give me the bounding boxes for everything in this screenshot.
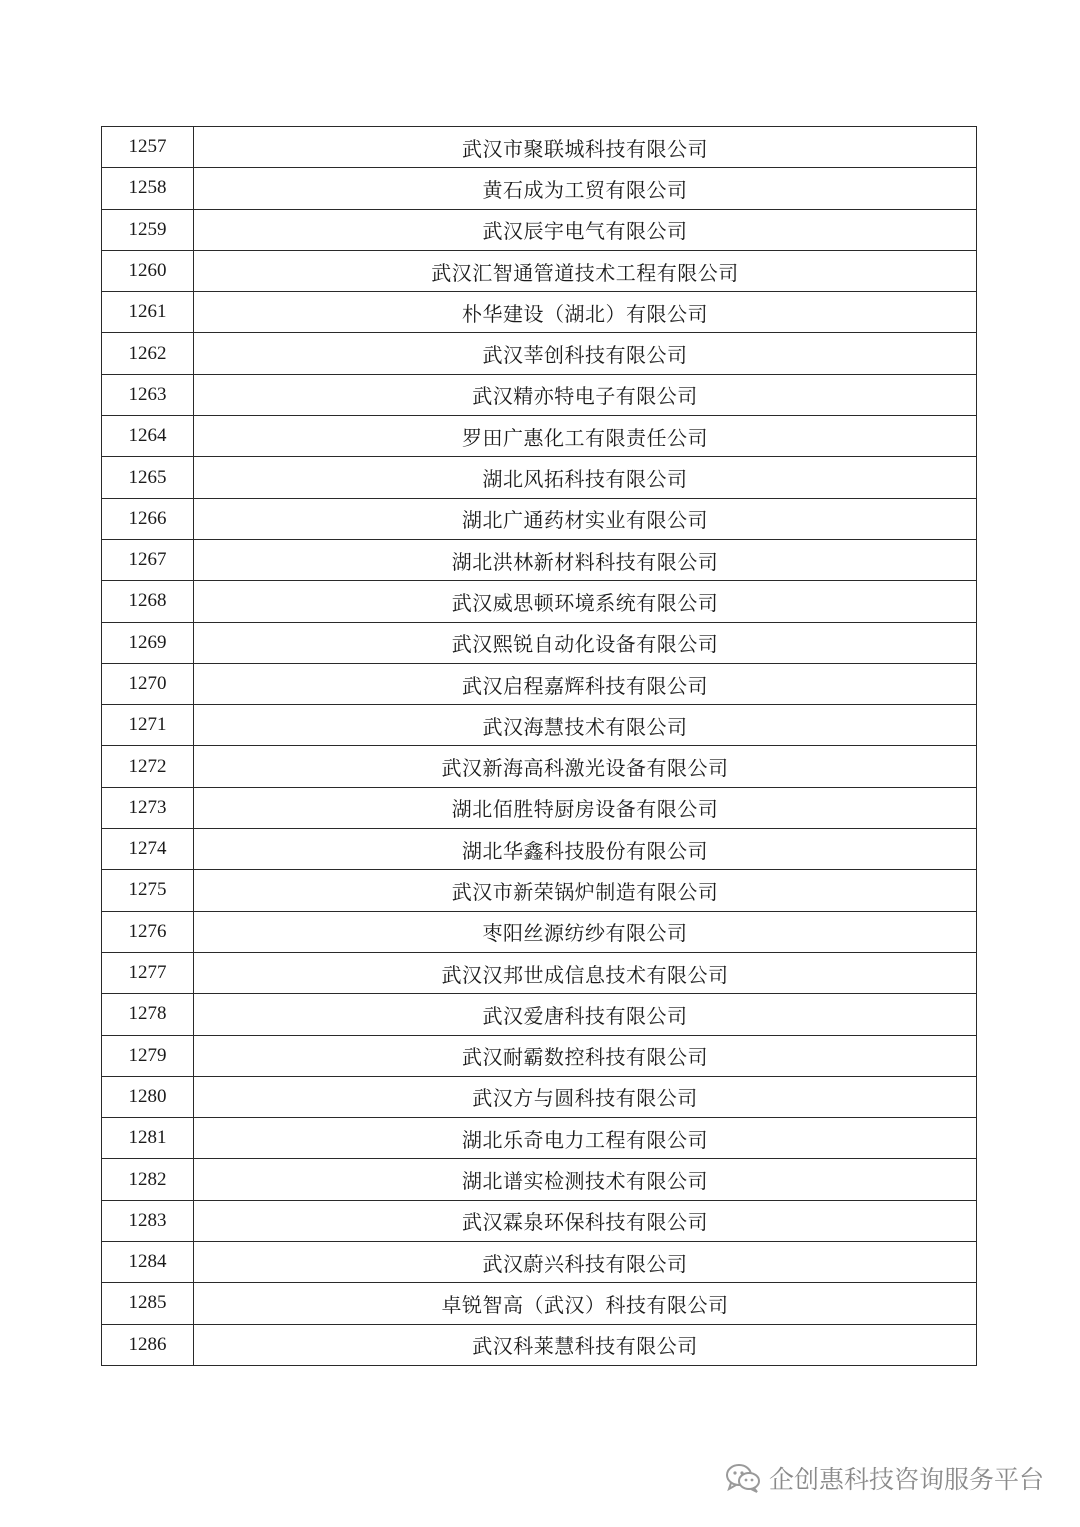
table-row: [102, 333, 977, 374]
table-row: [102, 746, 977, 787]
row-number-cell: 1285: [102, 1283, 194, 1324]
company-name-cell: 卓锐智高（武汉）科技有限公司: [194, 1283, 977, 1324]
row-number-cell: 1264: [102, 416, 194, 457]
table-row: [102, 705, 977, 746]
company-name-cell: 湖北广通药材实业有限公司: [194, 498, 977, 539]
wechat-icon: [725, 1462, 761, 1494]
company-name-cell: 湖北谱实检测技术有限公司: [194, 1159, 977, 1200]
row-number-cell: 1262: [102, 333, 194, 374]
company-name-cell: 湖北佰胜特厨房设备有限公司: [194, 787, 977, 828]
company-name-cell: 武汉精亦特电子有限公司: [194, 374, 977, 415]
table-row: [102, 1324, 977, 1365]
watermark: [725, 1460, 1044, 1496]
company-name-cell: 湖北洪林新材料科技有限公司: [194, 539, 977, 580]
company-name-cell: 武汉辰宇电气有限公司: [194, 209, 977, 250]
company-name-cell: 湖北乐奇电力工程有限公司: [194, 1118, 977, 1159]
row-number-cell: 1277: [102, 952, 194, 993]
row-number-cell: 1266: [102, 498, 194, 539]
table-row: [102, 292, 977, 333]
company-name-cell: 武汉汇智通管道技术工程有限公司: [194, 250, 977, 291]
company-name-cell: 武汉霖泉环保科技有限公司: [194, 1200, 977, 1241]
row-number-cell: 1284: [102, 1242, 194, 1283]
row-number-cell: 1265: [102, 457, 194, 498]
company-name-cell: 武汉新海高科激光设备有限公司: [194, 746, 977, 787]
company-name-cell: 武汉科莱慧科技有限公司: [194, 1324, 977, 1365]
table-row: [102, 209, 977, 250]
table-row: [102, 1118, 977, 1159]
table-row: [102, 374, 977, 415]
row-number-cell: 1261: [102, 292, 194, 333]
row-number-cell: 1268: [102, 581, 194, 622]
company-name-cell: 武汉市新荣锅炉制造有限公司: [194, 870, 977, 911]
company-name-cell: 武汉启程嘉辉科技有限公司: [194, 663, 977, 704]
row-number-cell: 1271: [102, 705, 194, 746]
company-name-cell: 武汉海慧技术有限公司: [194, 705, 977, 746]
row-number-cell: 1272: [102, 746, 194, 787]
company-name-cell: 武汉蔚兴科技有限公司: [194, 1242, 977, 1283]
table-row: [102, 1200, 977, 1241]
table-row: [102, 1283, 977, 1324]
company-name-cell: 武汉市聚联城科技有限公司: [194, 127, 977, 168]
row-number-cell: 1280: [102, 1076, 194, 1117]
company-name-cell: 武汉爱唐科技有限公司: [194, 994, 977, 1035]
table-row: [102, 1076, 977, 1117]
row-number-cell: 1274: [102, 829, 194, 870]
row-number-cell: 1258: [102, 168, 194, 209]
table-row: [102, 911, 977, 952]
table-row: [102, 622, 977, 663]
row-number-cell: 1273: [102, 787, 194, 828]
table-row: [102, 952, 977, 993]
row-number-cell: 1263: [102, 374, 194, 415]
company-name-cell: 黄石成为工贸有限公司: [194, 168, 977, 209]
row-number-cell: 1257: [102, 127, 194, 168]
row-number-cell: 1276: [102, 911, 194, 952]
company-name-cell: 湖北风拓科技有限公司: [194, 457, 977, 498]
row-number-cell: 1278: [102, 994, 194, 1035]
table-row: [102, 1242, 977, 1283]
row-number-cell: 1283: [102, 1200, 194, 1241]
row-number-cell: 1267: [102, 539, 194, 580]
row-number-cell: 1270: [102, 663, 194, 704]
company-name-cell: 朴华建设（湖北）有限公司: [194, 292, 977, 333]
company-name-cell: 武汉熙锐自动化设备有限公司: [194, 622, 977, 663]
company-name-cell: 枣阳丝源纺纱有限公司: [194, 911, 977, 952]
company-name-cell: 武汉威思顿环境系统有限公司: [194, 581, 977, 622]
table-row: [102, 663, 977, 704]
row-number-cell: 1286: [102, 1324, 194, 1365]
table-row: [102, 994, 977, 1035]
table-row: [102, 498, 977, 539]
company-name-cell: 武汉莘创科技有限公司: [194, 333, 977, 374]
row-number-cell: 1269: [102, 622, 194, 663]
row-number-cell: 1279: [102, 1035, 194, 1076]
table-row: [102, 1159, 977, 1200]
company-name-cell: 武汉方与圆科技有限公司: [194, 1076, 977, 1117]
table-row: [102, 457, 977, 498]
company-name-cell: 罗田广惠化工有限责任公司: [194, 416, 977, 457]
row-number-cell: 1259: [102, 209, 194, 250]
company-name-cell: 武汉汉邦世成信息技术有限公司: [194, 952, 977, 993]
table-row: [102, 127, 977, 168]
watermark-text: 企创惠科技咨询服务平台: [768, 1465, 1044, 1494]
table-row: [102, 787, 977, 828]
table-row: [102, 539, 977, 580]
row-number-cell: 1282: [102, 1159, 194, 1200]
table-row: [102, 1035, 977, 1076]
row-number-cell: 1281: [102, 1118, 194, 1159]
table-row: [102, 250, 977, 291]
row-number-cell: 1260: [102, 250, 194, 291]
table-row: [102, 168, 977, 209]
row-number-cell: 1275: [102, 870, 194, 911]
table-row: [102, 416, 977, 457]
company-name-cell: 武汉耐霸数控科技有限公司: [194, 1035, 977, 1076]
table-row: [102, 829, 977, 870]
company-list-table: [101, 126, 977, 1366]
company-name-cell: 湖北华鑫科技股份有限公司: [194, 829, 977, 870]
table-body: [102, 127, 977, 1366]
table-row: [102, 581, 977, 622]
table-row: [102, 870, 977, 911]
